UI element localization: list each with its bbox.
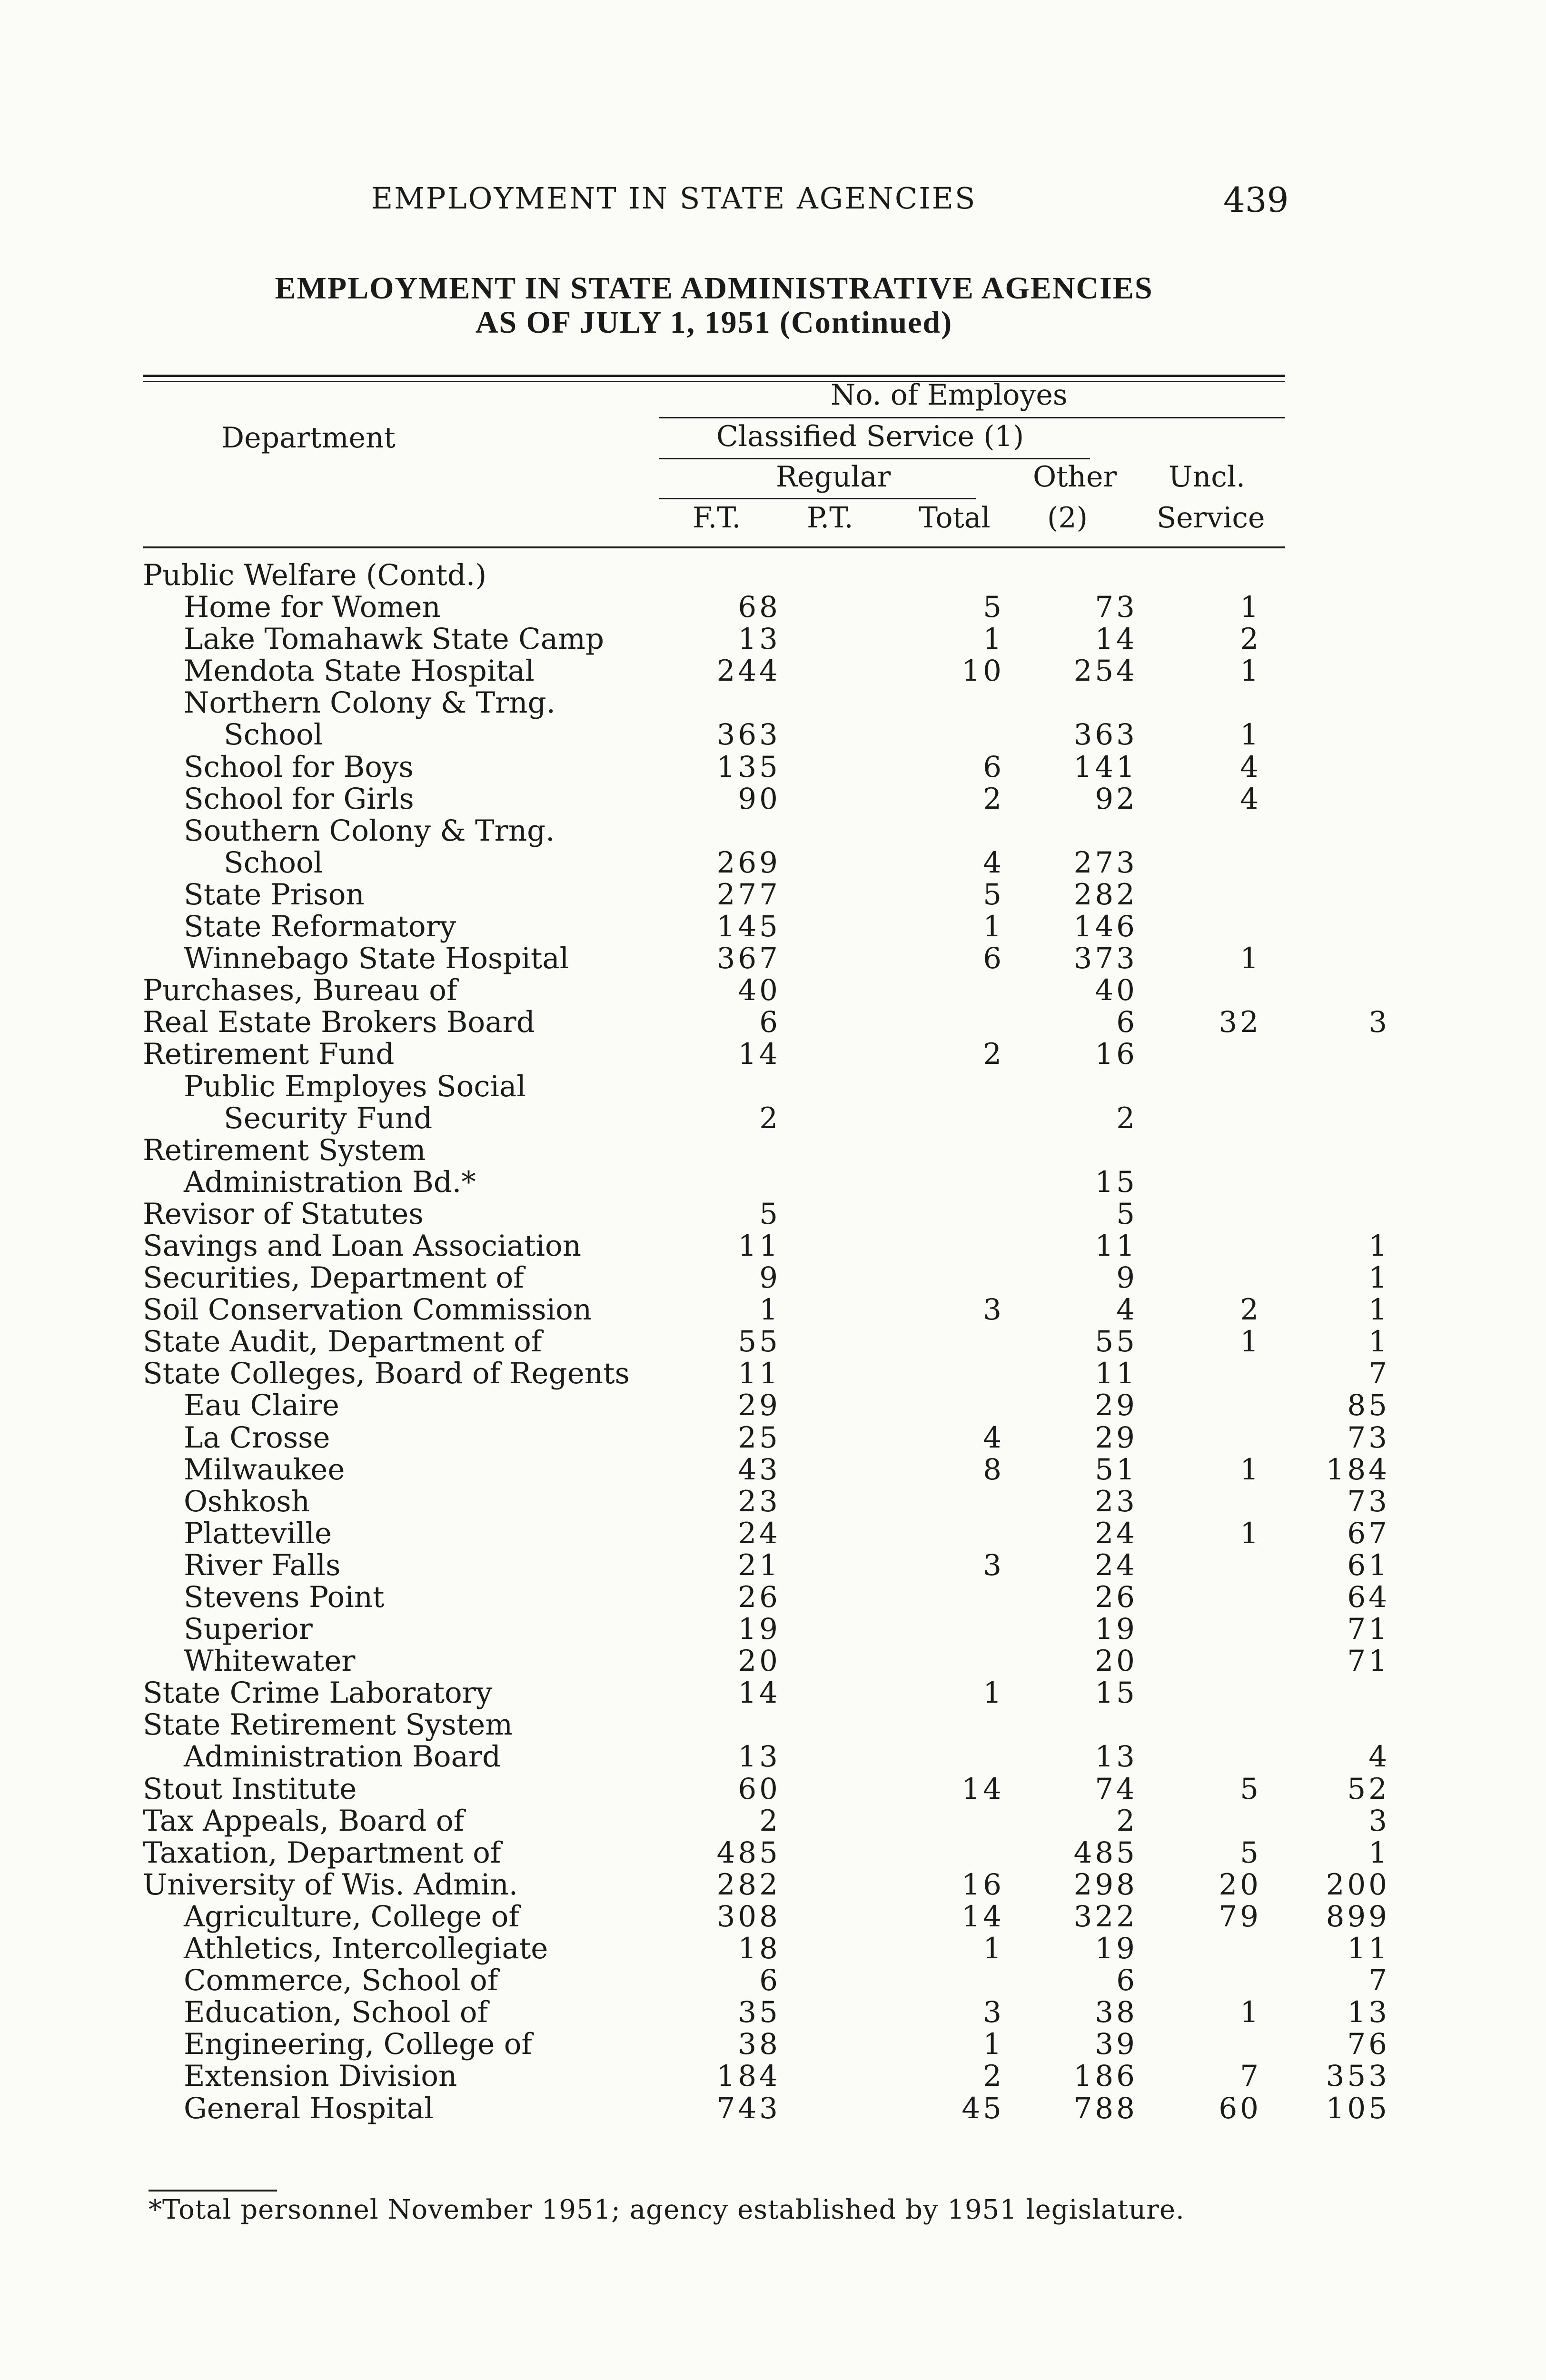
total-cell: 29 <box>1095 1420 1138 1455</box>
table-row <box>143 687 1285 719</box>
ft-cell: 26 <box>738 1580 781 1614</box>
total-cell: 19 <box>1095 1612 1138 1646</box>
other-cell: 1 <box>1240 1325 1261 1359</box>
total-cell: 4 <box>1116 1293 1138 1327</box>
department-name: Agriculture, College of <box>184 1899 519 1934</box>
table-row <box>143 1134 1285 1166</box>
table-row <box>143 1932 1390 1966</box>
total-cell: 254 <box>1073 654 1138 688</box>
department-name: Lake Tomahawk State Camp <box>184 622 605 656</box>
pt-cell: 3 <box>983 1995 1004 2030</box>
total-cell: 24 <box>1095 1516 1138 1550</box>
ft-cell: 43 <box>738 1452 781 1487</box>
other-cell: 79 <box>1219 1899 1261 1934</box>
other-cell: 1 <box>1240 942 1261 976</box>
ft-cell: 9 <box>759 1261 781 1295</box>
table-row <box>143 1516 1390 1550</box>
pt-cell: 10 <box>961 654 1004 688</box>
total-cell: 2 <box>1116 1101 1138 1135</box>
uncl-cell: 71 <box>1347 1644 1390 1678</box>
table-row <box>143 1293 1390 1327</box>
ft-cell: 29 <box>738 1388 781 1423</box>
total-cell: 40 <box>1095 973 1138 1008</box>
table-row <box>143 879 1285 911</box>
table-row <box>143 1964 1390 1998</box>
pt-cell: 5 <box>983 877 1004 912</box>
ft-cell: 282 <box>716 1867 781 1902</box>
department-name: Taxation, Department of <box>143 1835 501 1870</box>
total-cell: 24 <box>1095 1548 1138 1582</box>
uncl-cell: 11 <box>1347 1932 1390 1966</box>
department-name: Northern Colony & Trng. <box>184 686 556 720</box>
uncl-cell: 1 <box>1368 1325 1390 1359</box>
department-name: Stout Institute <box>143 1772 357 1806</box>
other-cell: 1 <box>1240 1995 1261 2030</box>
table-row <box>143 1229 1390 1263</box>
department-name: River Falls <box>184 1548 341 1582</box>
ft-cell: 6 <box>759 1964 781 1998</box>
classified-rule <box>659 458 1090 459</box>
ft-cell: 21 <box>738 1548 781 1582</box>
department-name: Whitewater <box>184 1644 356 1678</box>
total-cell: 39 <box>1095 2027 1138 2062</box>
ft-cell: 2 <box>759 1804 781 1838</box>
pt-cell: 8 <box>983 1452 1004 1487</box>
uncl-cell: 200 <box>1326 1867 1390 1902</box>
total-cell: 363 <box>1073 718 1138 752</box>
department-name: Security Fund <box>224 1101 433 1135</box>
other-cell: 1 <box>1240 654 1261 688</box>
department-name: State Retirement System <box>143 1708 513 1742</box>
ft-cell: 6 <box>759 1005 781 1040</box>
pt-cell: 1 <box>983 910 1004 944</box>
table-row <box>143 623 1285 655</box>
department-name: Savings and Loan Association <box>143 1229 581 1263</box>
table-row <box>143 1835 1390 1870</box>
table-row <box>143 591 1285 623</box>
total-cell: 11 <box>1095 1357 1138 1391</box>
total-cell: 15 <box>1095 1676 1138 1710</box>
uncl-cell: 67 <box>1347 1516 1390 1550</box>
header-service: Service <box>1157 501 1265 535</box>
total-cell: 29 <box>1095 1388 1138 1423</box>
table-body <box>143 558 1390 2125</box>
table-row <box>143 1580 1390 1614</box>
table-row <box>143 1548 1390 1582</box>
other-cell: 7 <box>1240 2059 1261 2093</box>
ft-cell: 145 <box>716 910 781 944</box>
total-cell: 6 <box>1116 1005 1138 1040</box>
uncl-cell: 3 <box>1368 1005 1390 1040</box>
department-name: Soil Conservation Commission <box>143 1293 592 1327</box>
total-cell: 141 <box>1073 750 1138 784</box>
table-row <box>143 2027 1390 2062</box>
department-name: Eau Claire <box>184 1388 339 1423</box>
uncl-cell: 71 <box>1347 1612 1390 1646</box>
ft-cell: 60 <box>738 1772 781 1806</box>
uncl-cell: 61 <box>1347 1548 1390 1582</box>
top-rule-thin <box>143 381 1285 382</box>
uncl-cell: 105 <box>1326 2091 1390 2125</box>
department-name: Oshkosh <box>184 1484 310 1518</box>
total-cell: 19 <box>1095 1932 1138 1966</box>
table-row <box>143 1038 1285 1070</box>
header-uncl: Uncl. <box>1169 460 1246 494</box>
department-name: Real Estate Brokers Board <box>143 1005 535 1040</box>
table-row <box>143 1740 1390 1774</box>
header-regular: Regular <box>776 460 891 494</box>
ft-cell: 5 <box>759 1197 781 1231</box>
ft-cell: 135 <box>716 750 781 784</box>
total-cell: 55 <box>1095 1325 1138 1359</box>
ft-cell: 13 <box>738 622 781 656</box>
department-name: Retirement Fund <box>143 1037 395 1071</box>
table-row <box>143 1804 1390 1838</box>
table-title-line1: EMPLOYMENT IN STATE ADMINISTRATIVE AGENCIES <box>275 271 1153 306</box>
ft-cell: 23 <box>738 1484 781 1518</box>
pt-cell: 2 <box>983 2059 1004 2093</box>
total-cell: 2 <box>1116 1804 1138 1838</box>
ft-cell: 308 <box>716 1899 781 1934</box>
table-row <box>143 974 1285 1006</box>
department-name: Extension Division <box>184 2059 457 2093</box>
table-row <box>143 655 1285 687</box>
table-row <box>143 1388 1390 1423</box>
other-cell: 32 <box>1219 1005 1261 1040</box>
uncl-cell: 7 <box>1368 1357 1390 1391</box>
table-row <box>143 751 1285 783</box>
table-row <box>143 559 1285 591</box>
table-row <box>143 911 1285 942</box>
other-cell: 4 <box>1240 782 1261 816</box>
department-name: Administration Board <box>184 1740 501 1774</box>
top-rule-thick <box>143 375 1285 377</box>
total-cell: 20 <box>1095 1644 1138 1678</box>
table-row <box>143 1612 1390 1646</box>
department-name: State Colleges, Board of Regents <box>143 1357 630 1391</box>
other-cell: 1 <box>1240 1516 1261 1550</box>
ft-cell: 1 <box>759 1293 781 1327</box>
other-cell: 5 <box>1240 1772 1261 1806</box>
pt-cell: 45 <box>961 2091 1004 2125</box>
total-cell: 373 <box>1073 942 1138 976</box>
total-cell: 9 <box>1116 1261 1138 1295</box>
uncl-cell: 13 <box>1347 1995 1390 2030</box>
uncl-cell: 73 <box>1347 1420 1390 1455</box>
table-row <box>143 719 1285 751</box>
department-name: Stevens Point <box>184 1580 385 1614</box>
department-name: State Prison <box>184 877 365 912</box>
department-name: Retirement System <box>143 1133 426 1167</box>
ft-cell: 40 <box>738 973 781 1008</box>
uncl-cell: 85 <box>1347 1388 1390 1423</box>
table-row <box>143 1071 1285 1102</box>
other-cell: 1 <box>1240 590 1261 625</box>
ft-cell: 38 <box>738 2027 781 2062</box>
total-cell: 146 <box>1073 910 1138 944</box>
pt-cell: 1 <box>983 1676 1004 1710</box>
table-row <box>143 1420 1390 1455</box>
total-cell: 26 <box>1095 1580 1138 1614</box>
uncl-cell: 3 <box>1368 1804 1390 1838</box>
total-cell: 23 <box>1095 1484 1138 1518</box>
total-cell: 74 <box>1095 1772 1138 1806</box>
department-name: School <box>224 718 323 752</box>
pt-cell: 14 <box>961 1772 1004 1806</box>
table-row <box>143 1709 1285 1741</box>
uncl-cell: 4 <box>1368 1740 1390 1774</box>
pt-cell: 1 <box>983 1932 1004 1966</box>
table-row <box>143 1102 1285 1134</box>
other-cell: 2 <box>1240 1293 1261 1327</box>
total-cell: 11 <box>1095 1229 1138 1263</box>
table-row <box>143 942 1285 974</box>
total-cell: 485 <box>1073 1835 1138 1870</box>
department-name: University of Wis. Admin. <box>143 1867 518 1902</box>
pt-cell: 1 <box>983 2027 1004 2062</box>
uncl-cell: 1 <box>1368 1293 1390 1327</box>
ft-cell: 24 <box>738 1516 781 1550</box>
pt-cell: 6 <box>983 750 1004 784</box>
ft-cell: 244 <box>716 654 781 688</box>
table-row <box>143 1995 1390 2030</box>
pt-cell: 16 <box>961 1867 1004 1902</box>
department-name: School for Boys <box>184 750 414 784</box>
total-cell: 6 <box>1116 1964 1138 1998</box>
table-row <box>143 1166 1285 1198</box>
running-head: EMPLOYMENT IN STATE AGENCIES <box>371 181 977 216</box>
department-name: Education, School of <box>184 1995 488 2030</box>
table-title <box>143 271 1285 340</box>
uncl-cell: 1 <box>1368 1229 1390 1263</box>
table-row <box>143 815 1285 847</box>
uncl-cell: 899 <box>1326 1899 1390 1934</box>
department-name: Securities, Department of <box>143 1261 524 1295</box>
table-row <box>143 847 1285 879</box>
header-other-note: (2) <box>1047 501 1088 535</box>
other-cell: 60 <box>1219 2091 1261 2125</box>
pt-cell: 6 <box>983 942 1004 976</box>
table-row <box>143 1867 1390 1902</box>
department-name: Superior <box>184 1612 313 1646</box>
uncl-cell: 7 <box>1368 1964 1390 1998</box>
department-name: Platteville <box>184 1516 332 1550</box>
table-row <box>143 1772 1390 1806</box>
pt-cell: 14 <box>961 1899 1004 1934</box>
table-row <box>143 1899 1390 1934</box>
ft-cell: 743 <box>716 2091 781 2125</box>
header-department: Department <box>221 421 396 455</box>
table-row <box>143 2059 1390 2093</box>
table-row <box>143 783 1285 815</box>
department-name: La Crosse <box>184 1420 330 1455</box>
department-name: Tax Appeals, Board of <box>143 1804 465 1838</box>
department-name: State Crime Laboratory <box>143 1676 493 1710</box>
total-cell: 282 <box>1073 877 1138 912</box>
pt-cell: 2 <box>983 782 1004 816</box>
table-row <box>143 1325 1390 1359</box>
table-row <box>143 1644 1390 1678</box>
uncl-cell: 73 <box>1347 1484 1390 1518</box>
header-pt: P.T. <box>807 501 853 535</box>
header-ft: F.T. <box>693 501 741 535</box>
department-name: Administration Bd.* <box>184 1165 476 1199</box>
ft-cell: 55 <box>738 1325 781 1359</box>
pt-cell: 3 <box>983 1293 1004 1327</box>
total-cell: 5 <box>1116 1197 1138 1231</box>
table-row <box>143 1357 1390 1391</box>
ft-cell: 2 <box>759 1101 781 1135</box>
ft-cell: 11 <box>738 1357 781 1391</box>
department-name: General Hospital <box>184 2091 434 2125</box>
other-cell: 4 <box>1240 750 1261 784</box>
table-row <box>143 1198 1285 1230</box>
total-cell: 92 <box>1095 782 1138 816</box>
uncl-cell: 184 <box>1326 1452 1390 1487</box>
total-cell: 322 <box>1073 1899 1138 1934</box>
regular-rule <box>659 498 976 499</box>
ft-cell: 19 <box>738 1612 781 1646</box>
other-cell: 2 <box>1240 622 1261 656</box>
header-bottom-rule <box>143 546 1285 548</box>
department-name: Revisor of Statutes <box>143 1197 424 1231</box>
table-row <box>143 1261 1390 1295</box>
ft-cell: 14 <box>738 1676 781 1710</box>
ft-cell: 18 <box>738 1932 781 1966</box>
uncl-cell: 353 <box>1326 2059 1390 2093</box>
ft-cell: 363 <box>716 718 781 752</box>
ft-cell: 11 <box>738 1229 781 1263</box>
total-cell: 14 <box>1095 622 1138 656</box>
department-name: Public Welfare (Contd.) <box>143 558 487 592</box>
uncl-cell: 64 <box>1347 1580 1390 1614</box>
total-cell: 15 <box>1095 1165 1138 1199</box>
department-name: Purchases, Bureau of <box>143 973 457 1008</box>
footnote-rule <box>149 2190 277 2192</box>
header-other: Other <box>1033 460 1117 494</box>
other-cell: 5 <box>1240 1835 1261 1870</box>
department-name: State Reformatory <box>184 910 456 944</box>
uncl-cell: 76 <box>1347 2027 1390 2062</box>
ft-cell: 269 <box>716 845 781 880</box>
ft-cell: 90 <box>738 782 781 816</box>
page-number: 439 <box>1223 180 1289 220</box>
table-title-line2: AS OF JULY 1, 1951 (Continued) <box>475 305 953 340</box>
ft-cell: 20 <box>738 1644 781 1678</box>
ft-cell: 35 <box>738 1995 781 2030</box>
department-name: School for Girls <box>184 782 414 816</box>
department-name: School <box>224 845 323 880</box>
pt-cell: 5 <box>983 590 1004 625</box>
pt-cell: 4 <box>983 845 1004 880</box>
table-row <box>143 1484 1390 1518</box>
department-name: Milwaukee <box>184 1452 345 1487</box>
ft-cell: 25 <box>738 1420 781 1455</box>
uncl-cell: 1 <box>1368 1261 1390 1295</box>
footnote: *Total personnel November 1951; agency established by 1951 legislature. <box>149 2194 1185 2225</box>
ft-cell: 485 <box>716 1835 781 1870</box>
department-name: Public Employes Social <box>184 1069 526 1103</box>
department-name: Athletics, Intercollegiate <box>184 1932 548 1966</box>
ft-cell: 184 <box>716 2059 781 2093</box>
ft-cell: 13 <box>738 1740 781 1774</box>
table-row <box>143 2091 1390 2125</box>
department-name: Southern Colony & Trng. <box>184 813 555 848</box>
header-classified-service: Classified Service (1) <box>716 420 1024 453</box>
total-cell: 38 <box>1095 1995 1138 2030</box>
header-no-of-employes: No. of Employes <box>831 378 1068 412</box>
total-cell: 16 <box>1095 1037 1138 1071</box>
department-name: State Audit, Department of <box>143 1325 542 1359</box>
total-cell: 186 <box>1073 2059 1138 2093</box>
table-row <box>143 1452 1390 1487</box>
total-cell: 788 <box>1073 2091 1138 2125</box>
table-row <box>143 1677 1285 1709</box>
ft-cell: 14 <box>738 1037 781 1071</box>
pt-cell: 1 <box>983 622 1004 656</box>
total-cell: 51 <box>1095 1452 1138 1487</box>
other-cell: 1 <box>1240 1452 1261 1487</box>
total-cell: 73 <box>1095 590 1138 625</box>
department-name: Engineering, College of <box>184 2027 532 2062</box>
uncl-cell: 52 <box>1347 1772 1390 1806</box>
department-name: Home for Women <box>184 590 441 625</box>
pt-cell: 3 <box>983 1548 1004 1582</box>
ft-cell: 367 <box>716 942 781 976</box>
total-cell: 273 <box>1073 845 1138 880</box>
pt-cell: 2 <box>983 1037 1004 1071</box>
department-name: Winnebago State Hospital <box>184 942 569 976</box>
ft-cell: 277 <box>716 877 781 912</box>
employes-rule <box>659 417 1285 418</box>
header-total: Total <box>919 501 991 535</box>
uncl-cell: 1 <box>1368 1835 1390 1870</box>
other-cell: 20 <box>1219 1867 1261 1902</box>
ft-cell: 68 <box>738 590 781 625</box>
total-cell: 13 <box>1095 1740 1138 1774</box>
pt-cell: 4 <box>983 1420 1004 1455</box>
other-cell: 1 <box>1240 718 1261 752</box>
table-row <box>143 1005 1390 1040</box>
department-name: Mendota State Hospital <box>184 654 535 688</box>
department-name: Commerce, School of <box>184 1964 498 1998</box>
total-cell: 298 <box>1073 1867 1138 1902</box>
